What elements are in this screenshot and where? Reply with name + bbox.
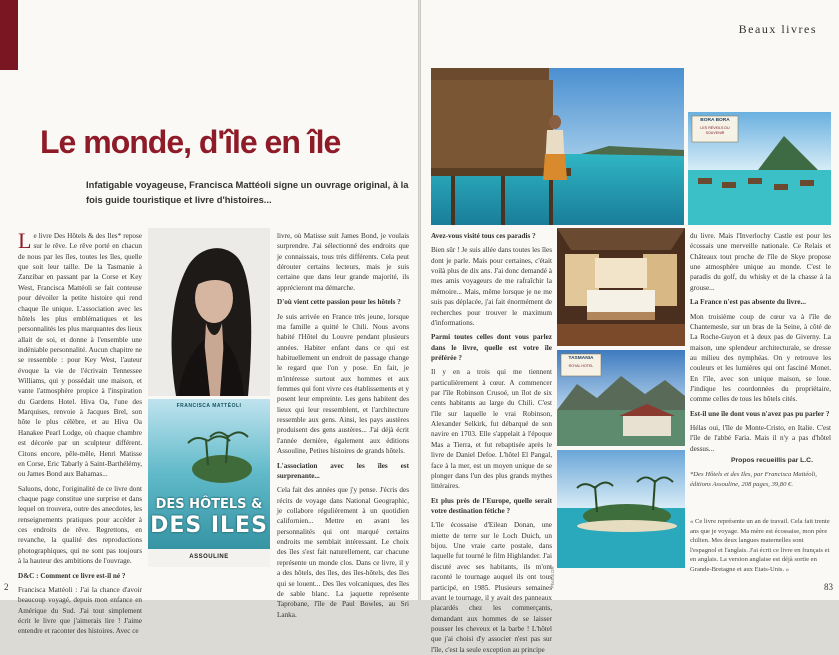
rubric: Beaux livres xyxy=(738,22,817,36)
column-4 xyxy=(690,231,831,467)
question-1: D&C : Comment ce livre est-il né ? xyxy=(18,571,126,580)
question-3: L'association avec les îles est surprenante... xyxy=(277,461,409,480)
col1-paragraph-2: Saluons, donc, l'originalité de ce livre dont chaque page constitue une surprise et dans lequel on trouvera, outre des anecdotes, les renseignements pratiques pour accéder à ces endroits de rêve. Regrettons, en revanche, la qualité des reproductions photographiques, qui ne sont pas toujours à la hauteur des ambitions de l'ouvrage. xyxy=(18,484,142,566)
page-number-right: 83 xyxy=(824,582,833,592)
answer-4: Bien sûr ! Je suis allée dans toutes les îles dont je parle. Mais pour certaines, c'était voilà plus de dix ans. J'ai donc demandé à mes amis voyageurs de me rafraîchir la mémoire... Mais, même lorsque je ne me suis pas déplacée, j'ai fait énormément de recherches pour trouver le maximum d'informations. xyxy=(431,246,552,327)
column-1 xyxy=(18,228,142,636)
col2-paragraph-1: livre, où Matisse suit James Bond, je voulais surprendre. J'ai sélectionné des endroits que je connaissais, tous très différents. Cela peut dérouter certains lecteurs, mais je suis certaine que dans leur grande majorité, ils apprécieront ma démarche. xyxy=(277,232,409,292)
answer-6: L'île écossaise d'Eilean Donan, une miette de terre sur le Loch Duich, un bijou. Une vraie carte postale, dans laquelle fut tourné le film Highlander. J'ai discuté avec ses habitants, ils m'ont raconté le tournage auquel ils ont tous participé, en 1985. Plusieurs semaines avant le tournage, il y avait des panneaux placardés chez les commerçants, demandant aux hommes de se laisser pousser les cheveux et la barbe ! L'hôtel que j'ai choisi d'y associer n'est pas sur l'île, c'est la seule exception au principe xyxy=(431,521,552,654)
question-7: La France n'est pas absente du livre... xyxy=(690,298,806,307)
question-5: Parmi toutes celles dont vous parlez dans le livre, quelle est votre île préférée ? xyxy=(431,333,552,362)
interview-credit: Propos recueillis par L.C. xyxy=(731,457,813,464)
right-page xyxy=(421,0,839,654)
answer-8: Hélas oui, l'île de Monte-Cristo, en Italie. C'est l'île de l'abbé Faria. Mais il n'y a pas d'hôtel dessus... xyxy=(690,424,831,453)
island-aerial-photo xyxy=(557,450,685,568)
tasmania-sign-title: TASMANIA xyxy=(568,356,594,361)
answer-1: Francisca Mattéoli : J'ai la chance d'avoir beaucoup voyagé, depuis mon enfance en Amérique du Sud. J'ai tout simplement écrit le livre que j'aimerais lire ! J'aime entendre et raconter des histoires. Avec ce xyxy=(18,585,142,636)
book-cover xyxy=(148,399,270,567)
book-title-line-1: DES HÔTELS & xyxy=(155,497,263,512)
answer-5: Il y en a trois qui me tiennent particulièrement à cœur. A commencer par l'île Robinson Crusoé, un îlot de six cents habitants au large du Chili. C'est l'île sur laquelle le vrai Robinson, Alexander Selkirk, fut débarqué de son navire en 1703. Elle s'appelait à l'époque Mas a Tierra, et fut rebaptisée après le livre de Daniel Defoe. L'hôtel El Pangal, face à la mer, est un moyen unique de se plonger dans l'un des plus grands mythes littéraires. xyxy=(431,368,552,491)
bora-bora-sign-subtitle: LES RÉVEILS DU SOUVENIR xyxy=(700,126,730,135)
book-footnote: *Des Hôtels et des Iles, par Francisca Mattéoli, éditions Assouline, 208 pages, 39,80 €. xyxy=(690,471,817,488)
book-author: FRANCISCA MATTÉOLI xyxy=(176,403,242,409)
book-title-line-2: DES ILES xyxy=(150,513,268,538)
accent-bar xyxy=(0,0,18,70)
answer-3: Cela fait des années que j'y pense. J'écris des récits de voyage dans National Geographic, je collabore régulièrement à un quotidien californien... Mettre en avant les personnalités qui ont marqué certains endroits me semblait intéressant. Le choix des îles s'est fait naturellement, car chacune représente un monde clos. Dans ce livre, il y a des hôtels, des îles, des îles-hôtels, des îles qui se louent... Des îles volcaniques, des îles de sable blanc. La jaquette représente Taprobane, l'île de Paul Bowles, au Sri Lanka. xyxy=(277,486,409,619)
question-2: D'où vient cette passion pour les hôtels ? xyxy=(277,298,401,307)
answer-2: Je suis arrivée en France très jeune, lorsque ma famille a quitté le Chili. Nous avons habité l'Hôtel du Louvre pendant plusieurs années. Habiter enfant dans ce qui est habituellement un endroit de passage change le regard que l'on y pose. En fait, je m'intéresse surtout aux hommes et aux femmes qui font vivre ces établissements et y posent leur empreinte. Les gens habitent des lieux qui leur ressemblent, et l'architecture ressemble aux gens. Ainsi, les pays austères produisent des gens austères... J'ai déjà écrit l'année dernière, également aux éditions Assouline, Petites histoires de grands hôtels. xyxy=(277,312,409,456)
headline: Le monde, d'île en île xyxy=(40,124,341,160)
bora-bora-sign-title: BORA BORA xyxy=(700,118,730,123)
bora-bora-photo xyxy=(688,112,831,225)
tasmania-photo xyxy=(557,350,685,446)
col1-paragraph-1: e livre Des Hôtels & des Iles* repose sur le rêve. Le rêve porté en chacun de nous par les îles, toutes les îles, quelle que soit leur taille. De la Tasmanie à Zanzibar en passant par la Corse et Key West, Francisca Mattéoli se fait conteuse pour dévoiler la petite histoire qui rend chaque île unique. L'association avec les hôtels les plus emblématiques et les personnalités les plus marquantes des lieux allait de soi, et donne à l'ensemble une indéniable personnalité. Aucun chapitre ne se ressemble : pour Key West, l'auteur évoque la vie de l'écrivain Tennessee Williams, qui y possédait une maison, et vante l'atmosphère propice à l'inspiration du Gardens Hotel. Hiva Oa, l'une des Marquises, renvoie à Jacques Brel, son hôte le plus célèbre, et au Hiva Oa Hanakee Pearl Lodge, où chaque chambre est décorée par un sculpteur différent. Citons encore, pêle-mêle, Henri Matisse en Corse, Eric Tabarly à Saint-Barthélémy, ou James Bond aux Bahamas... xyxy=(18,232,142,479)
column-3 xyxy=(431,231,552,654)
page-number-left: 2 xyxy=(4,582,9,592)
question-8: Est-il une île dont vous n'avez pas pu parler ? xyxy=(690,409,830,418)
question-4: Avez-vous visité tous ces paradis ? xyxy=(431,232,536,240)
col4-paragraph-1: du livre. Mais l'Inverlochy Castle est pour les écossais une merveille nationale. Ce Relais et Châteaux tout proche de l'île de Skye propose une atmosphère unique au monde. C'est le paradis du golf, du whisky et de la chasse à la grouse... xyxy=(690,232,831,292)
lead-paragraph: Infatigable voyageuse, Francisca Mattéoli signe un ouvrage original, à la fois guide touristique et livre d'histoires... xyxy=(86,179,409,206)
question-6: Et plus près de l'Europe, quelle serait votre destination fétiche ? xyxy=(431,496,552,515)
dropcap: L xyxy=(18,228,32,253)
answer-7: Mon troisième coup de cœur va à l'île de Chantemesle, sur un bras de la Seine, à côté de La Roche-Guyon et à deux pas de Giverny. La maison, une splendeur architecturale, se dresse au milieu des nymphéas. On y retrouve les couleurs et les lumières qui ont fasciné Monet. En l'île, avec son unique maison, se loue. J'indique les coordonnées du propriétaire, comme celles de tous les hôtels cités. xyxy=(690,312,831,404)
overwater-photo xyxy=(431,68,684,225)
column-2 xyxy=(277,231,409,619)
left-page xyxy=(0,0,418,636)
tasmania-sign-subtitle: ROYAL HOTEL xyxy=(568,364,594,368)
author-portrait xyxy=(148,228,270,396)
hotel-room-photo xyxy=(557,228,685,346)
book-publisher: ASSOULINE xyxy=(189,554,229,560)
photo-credit: Photos DR xyxy=(550,566,555,588)
author-quote-caption: « Ce livre représente un an de travail. Cela fait trente ans que je voyage. Ma mère est écossaise, mon père chilien. Mes deux langues maternelles sont l'espagnol et l'anglais. J'ai écrit ce livre en français et en anglais. La version anglaise est déjà sortie en Grande-Bretagne et aux Etats-Unis. » xyxy=(690,518,830,573)
